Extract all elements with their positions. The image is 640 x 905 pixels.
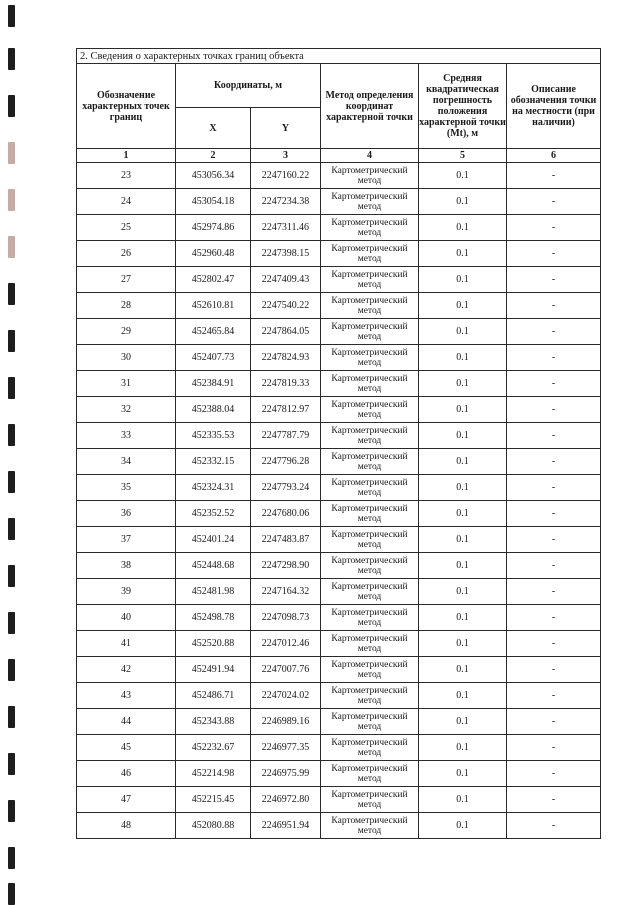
point-number-cell: 45: [77, 735, 176, 761]
method-cell: Картометрический метод: [321, 813, 419, 839]
description-cell: -: [507, 189, 601, 215]
binder-hole: [8, 5, 15, 27]
method-cell: Картометрический метод: [321, 397, 419, 423]
x-coordinate-cell: 453056.34: [176, 163, 251, 189]
error-cell: 0.1: [419, 423, 507, 449]
y-coordinate-cell: 2247819.33: [251, 371, 321, 397]
point-number-cell: 32: [77, 397, 176, 423]
description-cell: -: [507, 761, 601, 787]
y-coordinate-cell: 2247793.24: [251, 475, 321, 501]
error-cell: 0.1: [419, 787, 507, 813]
x-coordinate-cell: 452802.47: [176, 267, 251, 293]
section-title: 2. Сведения о характерных точках границ объекта: [77, 49, 601, 64]
point-number-cell: 33: [77, 423, 176, 449]
method-cell: Картометрический метод: [321, 241, 419, 267]
y-coordinate-cell: 2247864.05: [251, 319, 321, 345]
table-row: [77, 709, 601, 735]
point-number-cell: 35: [77, 475, 176, 501]
description-cell: -: [507, 605, 601, 631]
header-coords: Координаты, м: [176, 64, 321, 108]
header-x: X: [176, 108, 251, 149]
point-number-cell: 42: [77, 657, 176, 683]
method-cell: Картометрический метод: [321, 423, 419, 449]
method-cell: Картометрический метод: [321, 371, 419, 397]
error-cell: 0.1: [419, 605, 507, 631]
table-row: [77, 657, 601, 683]
table-row: [77, 189, 601, 215]
x-coordinate-cell: 452960.48: [176, 241, 251, 267]
error-cell: 0.1: [419, 241, 507, 267]
binder-holes: [0, 0, 24, 905]
point-number-cell: 47: [77, 787, 176, 813]
point-number-cell: 31: [77, 371, 176, 397]
table-row: [77, 371, 601, 397]
method-cell: Картометрический метод: [321, 527, 419, 553]
x-coordinate-cell: 452335.53: [176, 423, 251, 449]
table-row: [77, 215, 601, 241]
description-cell: -: [507, 553, 601, 579]
y-coordinate-cell: 2246977.35: [251, 735, 321, 761]
table-body: [77, 163, 601, 839]
point-number-cell: 27: [77, 267, 176, 293]
description-cell: -: [507, 787, 601, 813]
binder-hole: [8, 236, 15, 258]
y-coordinate-cell: 2247483.87: [251, 527, 321, 553]
y-coordinate-cell: 2247680.06: [251, 501, 321, 527]
x-coordinate-cell: 452610.81: [176, 293, 251, 319]
table-row: [77, 683, 601, 709]
binder-hole: [8, 142, 15, 164]
column-number: 6: [507, 149, 601, 163]
y-coordinate-cell: 2247234.38: [251, 189, 321, 215]
point-number-cell: 41: [77, 631, 176, 657]
x-coordinate-cell: 452401.24: [176, 527, 251, 553]
error-cell: 0.1: [419, 163, 507, 189]
y-coordinate-cell: 2246951.94: [251, 813, 321, 839]
description-cell: -: [507, 683, 601, 709]
binder-hole: [8, 706, 15, 728]
method-cell: Картометрический метод: [321, 319, 419, 345]
description-cell: -: [507, 267, 601, 293]
y-coordinate-cell: 2247160.22: [251, 163, 321, 189]
column-number: 3: [251, 149, 321, 163]
point-number-cell: 39: [77, 579, 176, 605]
y-coordinate-cell: 2247409.43: [251, 267, 321, 293]
header-description: Описание обозначения точки на местности (при наличии): [507, 64, 601, 149]
description-cell: -: [507, 241, 601, 267]
error-cell: 0.1: [419, 371, 507, 397]
error-cell: 0.1: [419, 501, 507, 527]
x-coordinate-cell: 452324.31: [176, 475, 251, 501]
description-cell: -: [507, 163, 601, 189]
binder-hole: [8, 471, 15, 493]
binder-hole: [8, 753, 15, 775]
column-number: 2: [176, 149, 251, 163]
y-coordinate-cell: 2247812.97: [251, 397, 321, 423]
y-coordinate-cell: 2247012.46: [251, 631, 321, 657]
y-coordinate-cell: 2247311.46: [251, 215, 321, 241]
method-cell: Картометрический метод: [321, 501, 419, 527]
x-coordinate-cell: 452215.45: [176, 787, 251, 813]
binder-hole: [8, 612, 15, 634]
description-cell: -: [507, 423, 601, 449]
point-number-cell: 48: [77, 813, 176, 839]
description-cell: -: [507, 345, 601, 371]
method-cell: Картометрический метод: [321, 709, 419, 735]
header-y: Y: [251, 108, 321, 149]
binder-hole: [8, 847, 15, 869]
point-number-cell: 38: [77, 553, 176, 579]
binder-hole: [8, 95, 15, 117]
binder-hole: [8, 377, 15, 399]
table-row: [77, 813, 601, 839]
header-point: Обозначение характерных точек границ: [77, 64, 176, 149]
error-cell: 0.1: [419, 449, 507, 475]
binder-hole: [8, 424, 15, 446]
method-cell: Картометрический метод: [321, 475, 419, 501]
x-coordinate-cell: 452232.67: [176, 735, 251, 761]
description-cell: -: [507, 319, 601, 345]
error-cell: 0.1: [419, 397, 507, 423]
point-number-cell: 23: [77, 163, 176, 189]
point-number-cell: 29: [77, 319, 176, 345]
description-cell: -: [507, 371, 601, 397]
x-coordinate-cell: 452343.88: [176, 709, 251, 735]
table-row: [77, 527, 601, 553]
x-coordinate-cell: 452214.98: [176, 761, 251, 787]
x-coordinate-cell: 452481.98: [176, 579, 251, 605]
method-cell: Картометрический метод: [321, 579, 419, 605]
y-coordinate-cell: 2247824.93: [251, 345, 321, 371]
x-coordinate-cell: 452407.73: [176, 345, 251, 371]
description-cell: -: [507, 501, 601, 527]
binder-hole: [8, 189, 15, 211]
point-number-cell: 28: [77, 293, 176, 319]
method-cell: Картометрический метод: [321, 683, 419, 709]
document-sheet: [76, 48, 600, 839]
table-row: [77, 267, 601, 293]
point-number-cell: 30: [77, 345, 176, 371]
y-coordinate-cell: 2246975.99: [251, 761, 321, 787]
error-cell: 0.1: [419, 761, 507, 787]
error-cell: 0.1: [419, 735, 507, 761]
x-coordinate-cell: 452520.88: [176, 631, 251, 657]
description-cell: -: [507, 709, 601, 735]
table-row: [77, 553, 601, 579]
column-number: 5: [419, 149, 507, 163]
x-coordinate-cell: 452388.04: [176, 397, 251, 423]
description-cell: -: [507, 631, 601, 657]
table-row: [77, 787, 601, 813]
table-row: [77, 423, 601, 449]
y-coordinate-cell: 2247098.73: [251, 605, 321, 631]
error-cell: 0.1: [419, 709, 507, 735]
x-coordinate-cell: 452448.68: [176, 553, 251, 579]
description-cell: -: [507, 397, 601, 423]
description-cell: -: [507, 735, 601, 761]
table-row: [77, 631, 601, 657]
x-coordinate-cell: 452491.94: [176, 657, 251, 683]
header-error: Средняя квадратическая погрешность положения характерной точки (Mt), м: [419, 64, 507, 149]
table-row: [77, 241, 601, 267]
error-cell: 0.1: [419, 319, 507, 345]
binder-hole: [8, 883, 15, 905]
table-row: [77, 501, 601, 527]
y-coordinate-cell: 2246989.16: [251, 709, 321, 735]
table-row: [77, 735, 601, 761]
error-cell: 0.1: [419, 189, 507, 215]
x-coordinate-cell: 452352.52: [176, 501, 251, 527]
binder-hole: [8, 330, 15, 352]
x-coordinate-cell: 452332.15: [176, 449, 251, 475]
error-cell: 0.1: [419, 631, 507, 657]
method-cell: Картометрический метод: [321, 215, 419, 241]
binder-hole: [8, 283, 15, 305]
table-row: [77, 761, 601, 787]
y-coordinate-cell: 2247540.22: [251, 293, 321, 319]
point-number-cell: 37: [77, 527, 176, 553]
point-number-cell: 46: [77, 761, 176, 787]
table-row: [77, 319, 601, 345]
y-coordinate-cell: 2246972.80: [251, 787, 321, 813]
x-coordinate-cell: 452498.78: [176, 605, 251, 631]
table-row: [77, 449, 601, 475]
point-number-cell: 24: [77, 189, 176, 215]
y-coordinate-cell: 2247787.79: [251, 423, 321, 449]
y-coordinate-cell: 2247398.15: [251, 241, 321, 267]
x-coordinate-cell: 453054.18: [176, 189, 251, 215]
description-cell: -: [507, 657, 601, 683]
method-cell: Картометрический метод: [321, 657, 419, 683]
error-cell: 0.1: [419, 215, 507, 241]
method-cell: Картометрический метод: [321, 735, 419, 761]
table-row: [77, 579, 601, 605]
binder-hole: [8, 48, 15, 70]
x-coordinate-cell: 452080.88: [176, 813, 251, 839]
point-number-cell: 25: [77, 215, 176, 241]
error-cell: 0.1: [419, 579, 507, 605]
description-cell: -: [507, 475, 601, 501]
boundary-points-table: [76, 48, 601, 839]
method-cell: Картометрический метод: [321, 345, 419, 371]
error-cell: 0.1: [419, 345, 507, 371]
table-row: [77, 397, 601, 423]
method-cell: Картометрический метод: [321, 163, 419, 189]
method-cell: Картометрический метод: [321, 553, 419, 579]
binder-hole: [8, 565, 15, 587]
description-cell: -: [507, 813, 601, 839]
error-cell: 0.1: [419, 657, 507, 683]
error-cell: 0.1: [419, 527, 507, 553]
point-number-cell: 43: [77, 683, 176, 709]
error-cell: 0.1: [419, 683, 507, 709]
header-method: Метод определения координат характерной точки: [321, 64, 419, 149]
description-cell: -: [507, 215, 601, 241]
description-cell: -: [507, 449, 601, 475]
column-number: 4: [321, 149, 419, 163]
table-row: [77, 293, 601, 319]
x-coordinate-cell: 452974.86: [176, 215, 251, 241]
method-cell: Картометрический метод: [321, 267, 419, 293]
point-number-cell: 36: [77, 501, 176, 527]
point-number-cell: 26: [77, 241, 176, 267]
table-row: [77, 475, 601, 501]
table-row: [77, 605, 601, 631]
x-coordinate-cell: 452384.91: [176, 371, 251, 397]
method-cell: Картометрический метод: [321, 449, 419, 475]
description-cell: -: [507, 293, 601, 319]
method-cell: Картометрический метод: [321, 605, 419, 631]
column-number-row: [77, 149, 601, 163]
binder-hole: [8, 659, 15, 681]
x-coordinate-cell: 452486.71: [176, 683, 251, 709]
method-cell: Картометрический метод: [321, 631, 419, 657]
column-number: 1: [77, 149, 176, 163]
error-cell: 0.1: [419, 267, 507, 293]
y-coordinate-cell: 2247024.02: [251, 683, 321, 709]
error-cell: 0.1: [419, 813, 507, 839]
x-coordinate-cell: 452465.84: [176, 319, 251, 345]
method-cell: Картометрический метод: [321, 189, 419, 215]
y-coordinate-cell: 2247796.28: [251, 449, 321, 475]
y-coordinate-cell: 2247298.90: [251, 553, 321, 579]
binder-hole: [8, 518, 15, 540]
binder-hole: [8, 800, 15, 822]
point-number-cell: 44: [77, 709, 176, 735]
method-cell: Картометрический метод: [321, 787, 419, 813]
y-coordinate-cell: 2247164.32: [251, 579, 321, 605]
error-cell: 0.1: [419, 553, 507, 579]
y-coordinate-cell: 2247007.76: [251, 657, 321, 683]
description-cell: -: [507, 579, 601, 605]
error-cell: 0.1: [419, 293, 507, 319]
description-cell: -: [507, 527, 601, 553]
error-cell: 0.1: [419, 475, 507, 501]
table-row: [77, 163, 601, 189]
point-number-cell: 34: [77, 449, 176, 475]
point-number-cell: 40: [77, 605, 176, 631]
method-cell: Картометрический метод: [321, 293, 419, 319]
method-cell: Картометрический метод: [321, 761, 419, 787]
table-row: [77, 345, 601, 371]
